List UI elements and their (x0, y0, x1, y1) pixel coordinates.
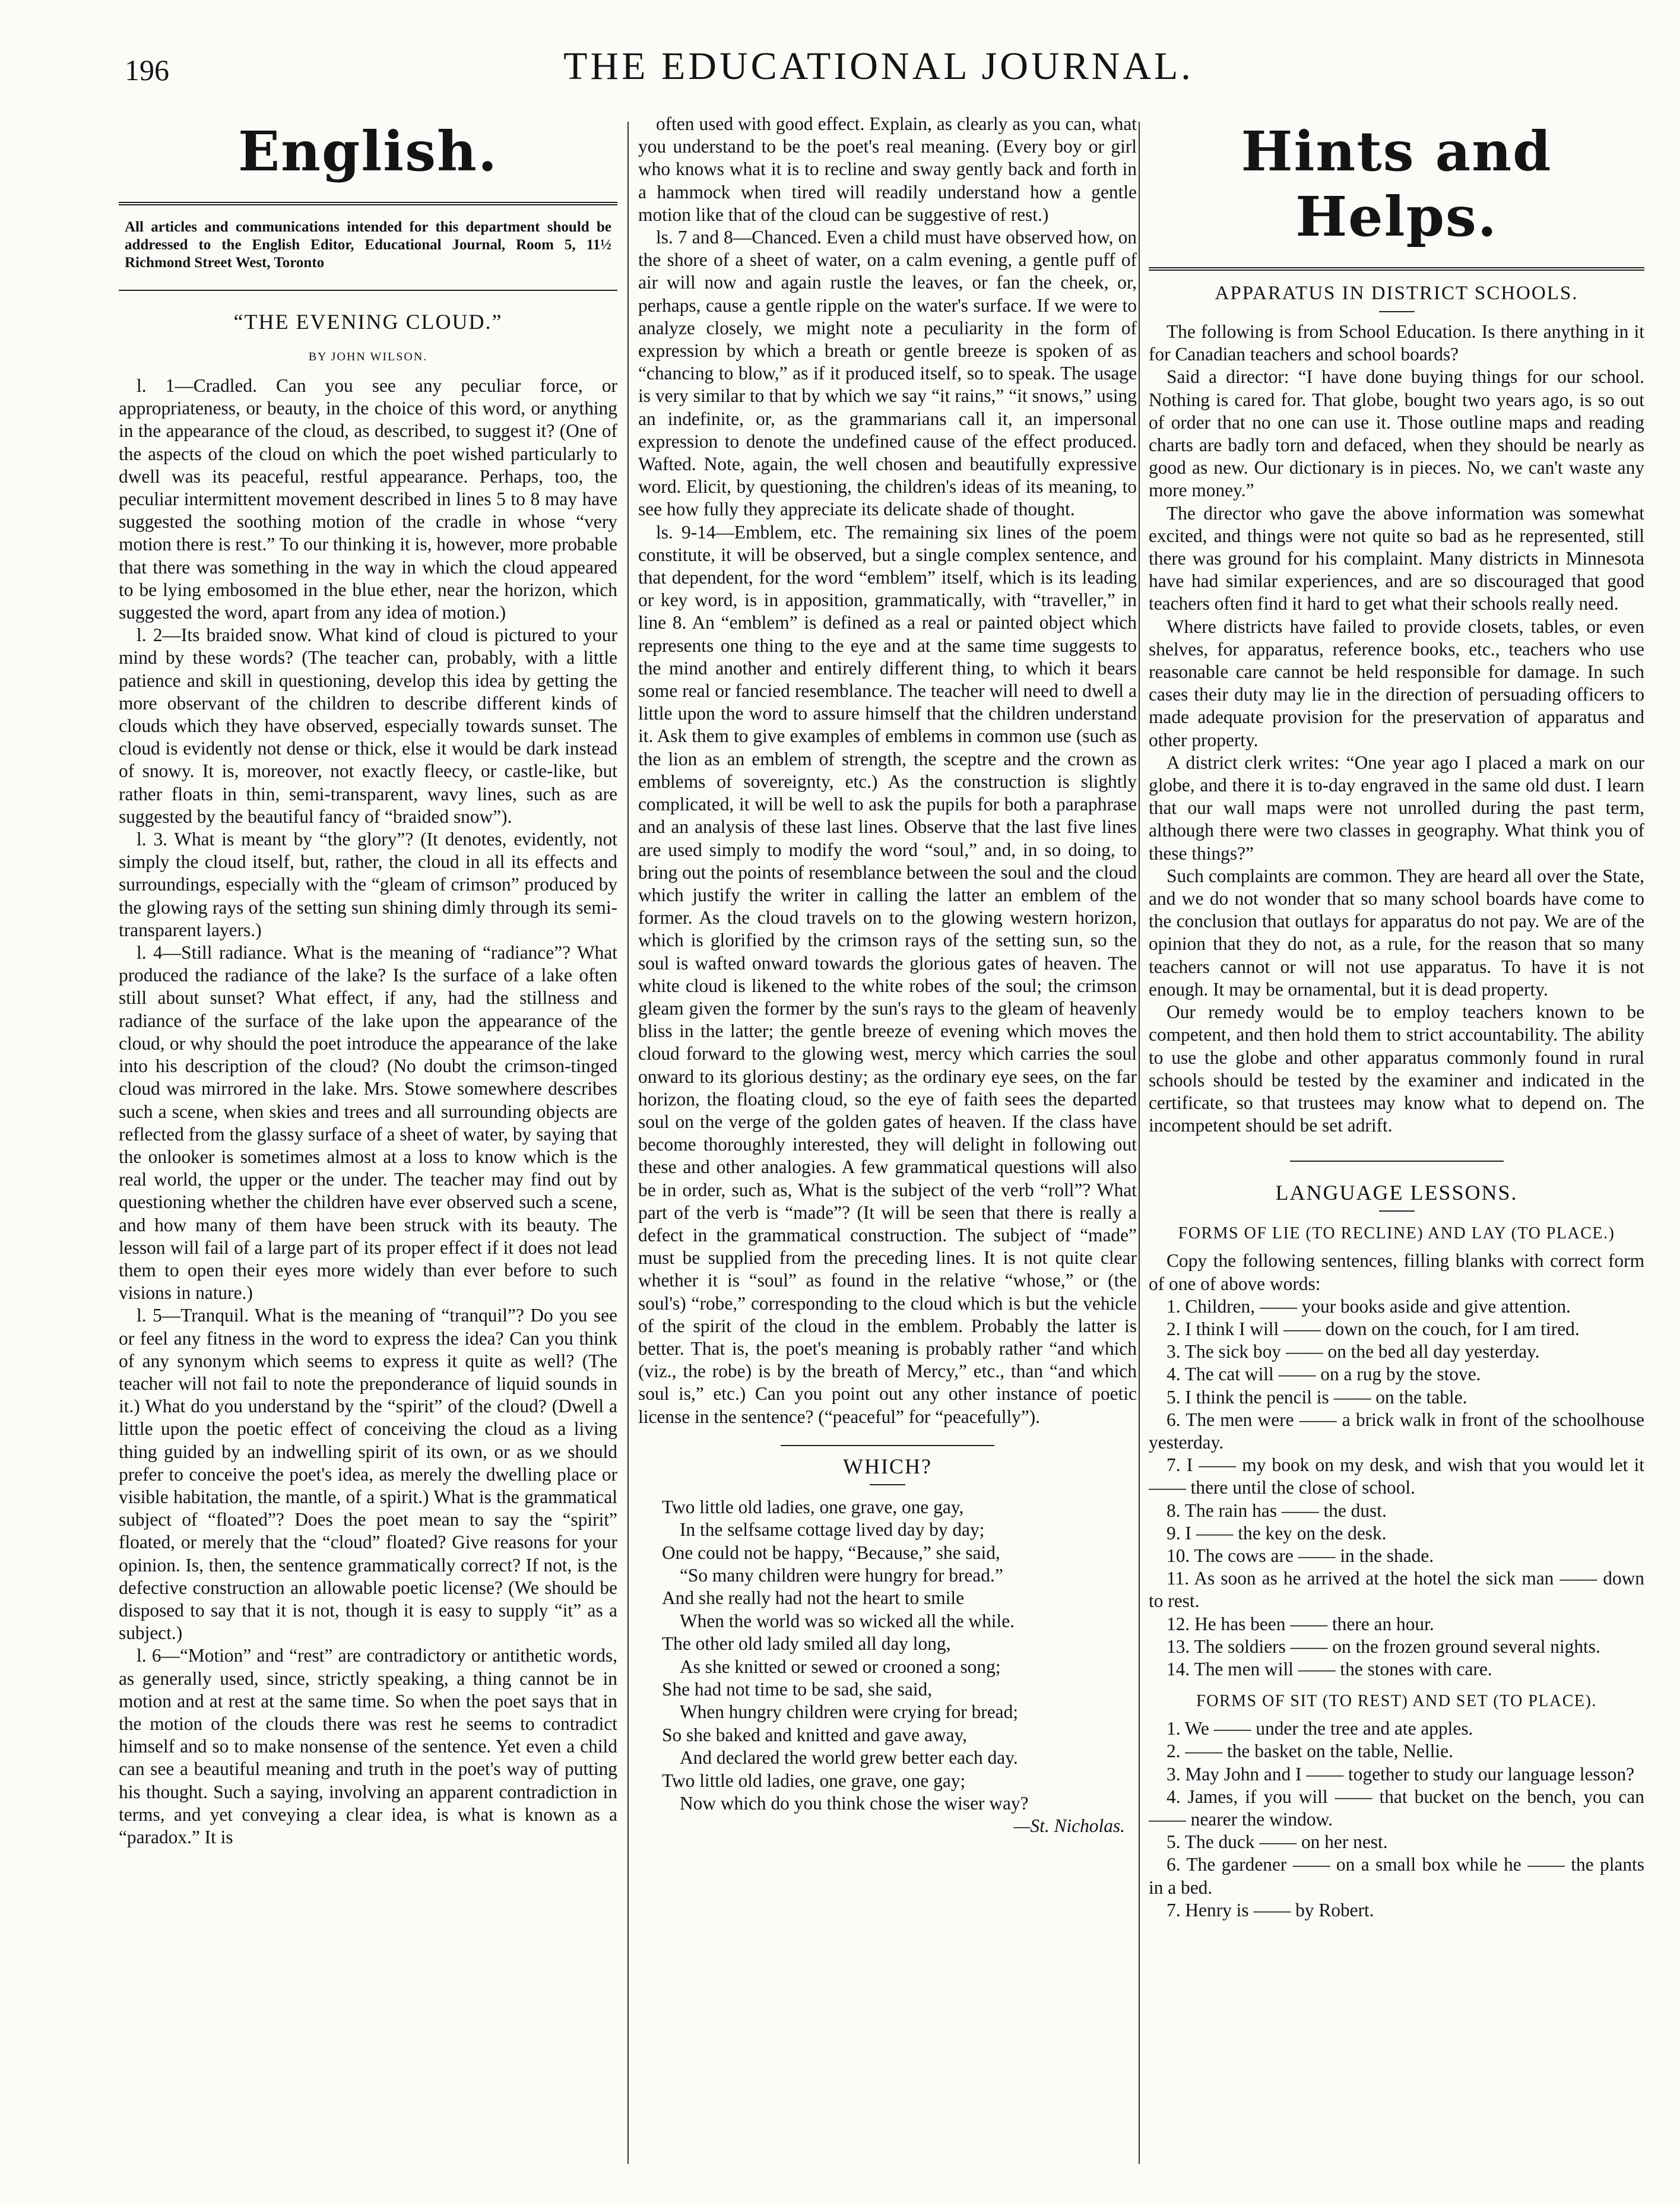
apparatus-body (1149, 321, 1644, 1137)
exercise-item: 13. The soldiers —— on the frozen ground several nights. (1167, 1636, 1600, 1657)
exercise-item: 14. The men will —— the stones with care. (1167, 1658, 1492, 1679)
article-paragraph: l. 4—Still radiance. What is the meaning of “radiance”? What produced the radiance of the lake? Is the surface of a lake often still about sunset? What effect, if any, had the stillness and radiance of the surface of the lake upon the appearance of the cloud, or why should the poet introduce the appearance of the lake into his description of the cloud? (No doubt the crimson-tinged cloud was mirrored in the lake. Mrs. Stowe somewhere describes such a scene, when skies and trees and all surrounding objects are reflected from the glassy surface of a sheet of water, by saying that the onlooker is sometimes almost at a loss to know which is the real world, the upper or the under. The teacher may find out by questioning whether the children have ever observed such a scene, and how many of them have been struck with its beauty. The lesson will fail of a large part of its proper effect if it does not lead them to open their eyes more widely than ever before to such visions in nature.) (119, 942, 617, 1304)
article-title: “THE EVENING CLOUD.” (233, 310, 503, 334)
exercise-item: 2. —— the basket on the table, Nellie. (1167, 1741, 1453, 1762)
language-lessons-title: LANGUAGE LESSONS. (1275, 1181, 1518, 1205)
exercise-item: 2. I think I will —— down on the couch, for I am tired. (1167, 1318, 1580, 1339)
english-column-continued (638, 113, 1137, 2182)
exercise-item: 9. I —— the key on the desk. (1167, 1522, 1387, 1543)
hints-department-title: Hints and Helps. (1241, 119, 1552, 249)
lie-lay-title: FORMS OF LIE (TO RECLINE) AND LAY (TO PLACE.) (1178, 1224, 1615, 1243)
exercise-item: 12. He has been —— there an hour. (1167, 1613, 1434, 1634)
poem-body (638, 1496, 1137, 1815)
exercise-item: 1. We —— under the tree and ate apples. (1167, 1718, 1473, 1739)
article-paragraph: l. 3. What is meant by “the glory”? (It denotes, evidently, not simply the cloud itself, but, rather, the cloud in all its effects and surroundings, especially with the “gleam of crimson” produced by the glowing rays of the setting sun shining dimly through its semi-transparent layers.) (119, 829, 617, 940)
exercise-item: 4. The cat will —— on a rug by the stove. (1167, 1364, 1481, 1385)
article-byline: BY JOHN WILSON. (308, 350, 428, 363)
apparatus-paragraph: A district clerk writes: “One year ago I placed a mark on our globe, and there it is to-day engraved in the same old dust. I learn that our wall maps were not unrolled during the past term, although there were two classes in geography. What think you of these things?” (1149, 752, 1644, 864)
exercise-item: 5. The duck —— on her nest. (1167, 1831, 1388, 1853)
article-body (119, 375, 617, 1849)
exercise-item: 1. Children, —— your books aside and give attention. (1167, 1295, 1571, 1317)
poem-line: One could not be happy, “Because,” she said, (662, 1542, 1000, 1563)
poem-line: The other old lady smiled all day long, (662, 1633, 951, 1654)
page-number: 196 (125, 53, 169, 87)
poem-line: When the world was so wicked all the while. (680, 1610, 1015, 1631)
page-header (101, 34, 1656, 94)
poem-line: Two little old ladies, one grave, one gay, (662, 1496, 964, 1517)
poem-line: When hungry children were crying for bread; (680, 1701, 1019, 1723)
exercise-item: 11. As soon as he arrived at the hotel the sick man —— down to rest. (1149, 1568, 1644, 1612)
editor-notice: All articles and communications intended for this department should be addressed to the English Editor, Educational Journal, Room 5, 11½ Richmond Street West, Toronto (125, 219, 611, 271)
article-body-continued (638, 113, 1137, 1428)
apparatus-paragraph: Where districts have failed to provide closets, tables, or even shelves, for apparatus, reference books, etc., teachers who use reasonable care cannot be held responsible for damage. In such cases their duty may lie in the direction of persuading officers to made adequate provision for the preservation of apparatus and other property. (1149, 616, 1644, 750)
article-paragraph: l. 6—“Motion” and “rest” are contradictory or antithetic words, as generally used, since, strictly speaking, a thing cannot be in motion and at rest at the same time. So when the poet says that in the motion of the clouds there was rest he seems to contradict himself and so to make nonsense of the sentence. Yet even a child can see a beautiful meaning and truth in the poet's way of putting his thought. Such a saying, involving an apparent contradiction in terms, and yet conveying a clear idea, is what is known as a “paradox.” It is (119, 1645, 617, 1847)
journal-title: THE EDUCATIONAL JOURNAL. (563, 45, 1194, 88)
exercise-instructions: Copy the following sentences, filling blanks with correct form of one of above words: (1149, 1250, 1644, 1294)
exercise-item: 5. I think the pencil is —— on the table. (1167, 1386, 1467, 1408)
exercise-item: 4. James, if you will —— that bucket on the bench, you can —— nearer the window. (1149, 1786, 1644, 1830)
article-paragraph: l. 1—Cradled. Can you see any peculiar force, or appropriateness, or beauty, in the choice of this word, or anything in the appearance of the cloud, as described, to suggest it? (One of the aspects of the cloud on which the poet wished particularly to dwell was its peaceful, restful appearance. Perhaps, too, the peculiar intermittent movement described in lines 5 to 8 may have suggested the soothing motion of the cradle in whose “very motion there is rest.” To our thinking it is, however, more probable that there was something in the way in which the cloud appeared to be lying embosomed in the blue ether, near the horizon, which suggested the word, apart from any idea of motion.) (119, 375, 617, 623)
exercise-item: 7. I —— my book on my desk, and wish that you would let it —— there until the close of school. (1149, 1454, 1644, 1498)
apparatus-paragraph: Said a director: “I have done buying things for our school. Nothing is cared for. That globe, bought two years ago, is so out of order that no one can use it. Those outline maps and reading charts are badly torn and defaced, when they should be nearly as good as new. Our dictionary is in pieces. No, we can't waste any more money.” (1149, 366, 1644, 501)
article-paragraph: ls. 7 and 8—Chanced. Even a child must have observed how, on the shore of a sheet of water, on a calm evening, a gentle puff of air will now and again rustle the leaves, or fan the cheek, or, perhaps, cause a gentle ripple on the water's surface. If we were to analyze closely, we might note a peculiarity in the form of expression by which a breath or gentle breeze is spoken of as “chancing to blow,” as if it produced itself, so to speak. The usage is very similar to that by which we say “it rains,” “it snows,” using an indefinite, or, as the grammarians call it, an impersonal expression to denote the undefined cause of the effect produced. Wafted. Note, again, the well chosen and beautifully expressive word. Elicit, by questioning, the children's ideas of its meaning, to see how fully they appreciate its delicate shade of thought. (638, 227, 1137, 520)
apparatus-paragraph: Our remedy would be to employ teachers known to be competent, and then hold them to strict accountability. The ability to use the globe and other apparatus commonly found in rural schools should be tested by the examiner and indicated in the certificate, so that trustees may know what to depend on. The incompetent should be set adrift. (1149, 1001, 1644, 1136)
exercise-item: 3. May John and I —— together to study our language lesson? (1167, 1763, 1635, 1785)
divider (781, 1445, 994, 1446)
divider (1379, 1210, 1415, 1212)
article-paragraph: often used with good effect. Explain, as clearly as you can, what you understand to be the poet's real meaning. (Every boy or girl who knows what it is to recline and sway gently back and forth in a hammock when tired will readily understand how a gentle motion like that of the cloud can be suggestive of rest.) (638, 113, 1137, 225)
hints-column (1149, 113, 1644, 2182)
column-divider (627, 122, 629, 2164)
apparatus-paragraph: The following is from School Education. Is there anything in it for Canadian teachers and school boards? (1149, 321, 1644, 365)
exercise-item: 7. Henry is —— by Robert. (1167, 1899, 1374, 1920)
exercise-item: 10. The cows are —— in the shade. (1167, 1545, 1434, 1566)
poem-title: WHICH? (843, 1454, 932, 1478)
english-column (119, 113, 617, 2182)
divider (1290, 1161, 1504, 1162)
exercise-item: 6. The men were —— a brick walk in front of the schoolhouse yesterday. (1149, 1409, 1644, 1453)
apparatus-paragraph: Such complaints are common. They are heard all over the State, and we do not wonder that so many school boards have come to the conclusion that outlays for apparatus do not pay. We are of the opinion that they do not, as a rule, for the reason that so many teachers cannot or will not use apparatus. To have it is not enough. It may be ornamental, but it is dead property. (1149, 865, 1644, 1000)
poem-line: Two little old ladies, one grave, one gay; (662, 1770, 966, 1791)
exercise-item: 6. The gardener —— on a small box while he —— the plants in a bed. (1149, 1854, 1644, 1898)
divider (870, 1484, 905, 1485)
poem-line: As she knitted or sewed or crooned a song; (680, 1656, 1001, 1677)
column-divider (1139, 122, 1140, 2164)
divider (119, 202, 617, 205)
poem-credit: —St. Nicholas. (1013, 1815, 1125, 1837)
article-paragraph: l. 5—Tranquil. What is the meaning of “tranquil”? Do you see or feel any fitness in the word to express the idea? Can you think of any synonym which seems to express it quite as well? (The teacher will not fail to note the preponderance of liquid sounds in it.) What do you understand by the “spirit” of the cloud? (Dwell a little upon the poetic effect of conceiving the cloud as a living thing guided by an indwelling spirit of its own, or as we should prefer to conceive the poet's idea, as merely the dwelling place or visible habitation, the mantle, of a spirit.) What is the grammatical subject of “floated”? Does the poet mean to say the “spirit” floated, or merely that the “cloud” floated? Give reasons for your opinion. Is, then, the sentence grammatically correct? If not, is the defective construction an allowable poetic license? (We should be disposed to say that it is not, though it is easy to supply “it” as a subject.) (119, 1305, 617, 1644)
poem-credit-wrap (638, 1815, 1137, 1837)
exercise-item: 3. The sick boy —— on the bed all day yesterday. (1167, 1341, 1540, 1362)
apparatus-paragraph: The director who gave the above information was somewhat excited, and things were not quite so bad as he represented, still there was ground for his complaint. Many districts in Minnesota have had similar experiences, and are so discouraged that good teachers often find it hard to get what their schools really need. (1149, 502, 1644, 614)
english-department-title: English. (238, 119, 498, 183)
poem-line: Now which do you think chose the wiser way? (680, 1793, 1029, 1814)
exercise-item: 8. The rain has —— the dust. (1167, 1500, 1387, 1521)
article-paragraph: l. 2—Its braided snow. What kind of cloud is pictured to your mind by these words? (The teacher can, probably, with a little patience and skill in questioning, develop this idea by getting the more observant of the children to describe different kinds of clouds which they have observed, especially towards sunset. The cloud is evidently not dense or thick, else it would be dark instead of snowy. It is, moreover, not exactly fleecy, or castle-like, but rather floats in thin, semi-transparent, wavy lines, such as are suggested by the beautiful fancy of “braided snow”). (119, 625, 617, 827)
poem-line: “So many children were hungry for bread.” (680, 1565, 1003, 1586)
sit-set-title: FORMS OF SIT (TO REST) AND SET (TO PLACE). (1196, 1692, 1597, 1711)
divider (1379, 311, 1415, 312)
divider (1149, 267, 1644, 271)
divider (119, 290, 617, 291)
poem-line: In the selfsame cottage lived day by day; (680, 1519, 985, 1541)
sit-set-exercises (1149, 1717, 1644, 1922)
poem-line: And she really had not the heart to smile (662, 1587, 965, 1609)
article-paragraph: ls. 9-14—Emblem, etc. The remaining six lines of the poem constitute, it will be observed, but a single complex sentence, and that dependent, for the word “emblem” itself, which is its leading or key word, is in apposition, grammatically, with “traveller,” in line 8. An “emblem” is defined as a real or painted object which represents one thing to the eye and at the same time suggests to the mind another and entirely different thing, to which it bears some real or fancied resemblance. The teacher will need to dwell a little upon the word to assure himself that the children understand it. Ask them to give examples of emblems in common use (such as the lion as an emblem of strength, the sceptre and the crown as emblems of sovereignty, etc.) As the construction is slightly complicated, it will be well to ask the pupils for both a paraphrase and an analysis of these last lines. Observe that the last five lines are used simply to modify the word “soul,” and, in so doing, to bring out the points of resemblance between the soul and the cloud which justify the writer in calling the latter an emblem of the former. As the cloud travels on to the glowing western horizon, which is glorified by the crimson rays of the setting sun, so the soul is wafted onward towards the glorious gates of heaven. The white cloud is likened to the white robes of the soul; the crimson gleam given the former by the sun's rays to the gleam of heavenly bliss in the latter; the gentle breeze of evening which moves the cloud forward to the glowing west, mercy which carries the soul onward to its glorious destiny; as the ordinary eye sees, on the far horizon, the floating cloud, so the eye of faith sees the departed soul on the verge of the golden gates of heaven. If the class have become thoroughly interested, they will delight in following out these and other analogies. A few grammatical questions will also be in order, such as, What is the subject of the verb “roll”? What part of the verb is “made”? (It will be seen that there is really a defect in the grammatical construction. The subject of “made” must be supplied from the preceding lines. It is not quite clear whether it is “soul” as found in the relative “whose,” or (the soul's) “robe,” corresponding to the cloud which is but the vehicle of the spirit of the cloud in the emblem. Probably the latter is better. That is, the poet's meaning is probably rather “and which (viz., the robe) is by the breath of Mercy,” etc., than “and which soul is,” etc.) Can you point out any other instance of poetic license in the sentence? (“peaceful” for “peacefully”). (638, 521, 1137, 1427)
lie-lay-exercises (1149, 1295, 1644, 1681)
poem-line: She had not time to be sad, she said, (662, 1679, 933, 1700)
poem-line: So she baked and knitted and gave away, (662, 1724, 968, 1745)
apparatus-title: APPARATUS IN DISTRICT SCHOOLS. (1215, 283, 1578, 304)
poem-line: And declared the world grew better each day. (680, 1747, 1018, 1768)
